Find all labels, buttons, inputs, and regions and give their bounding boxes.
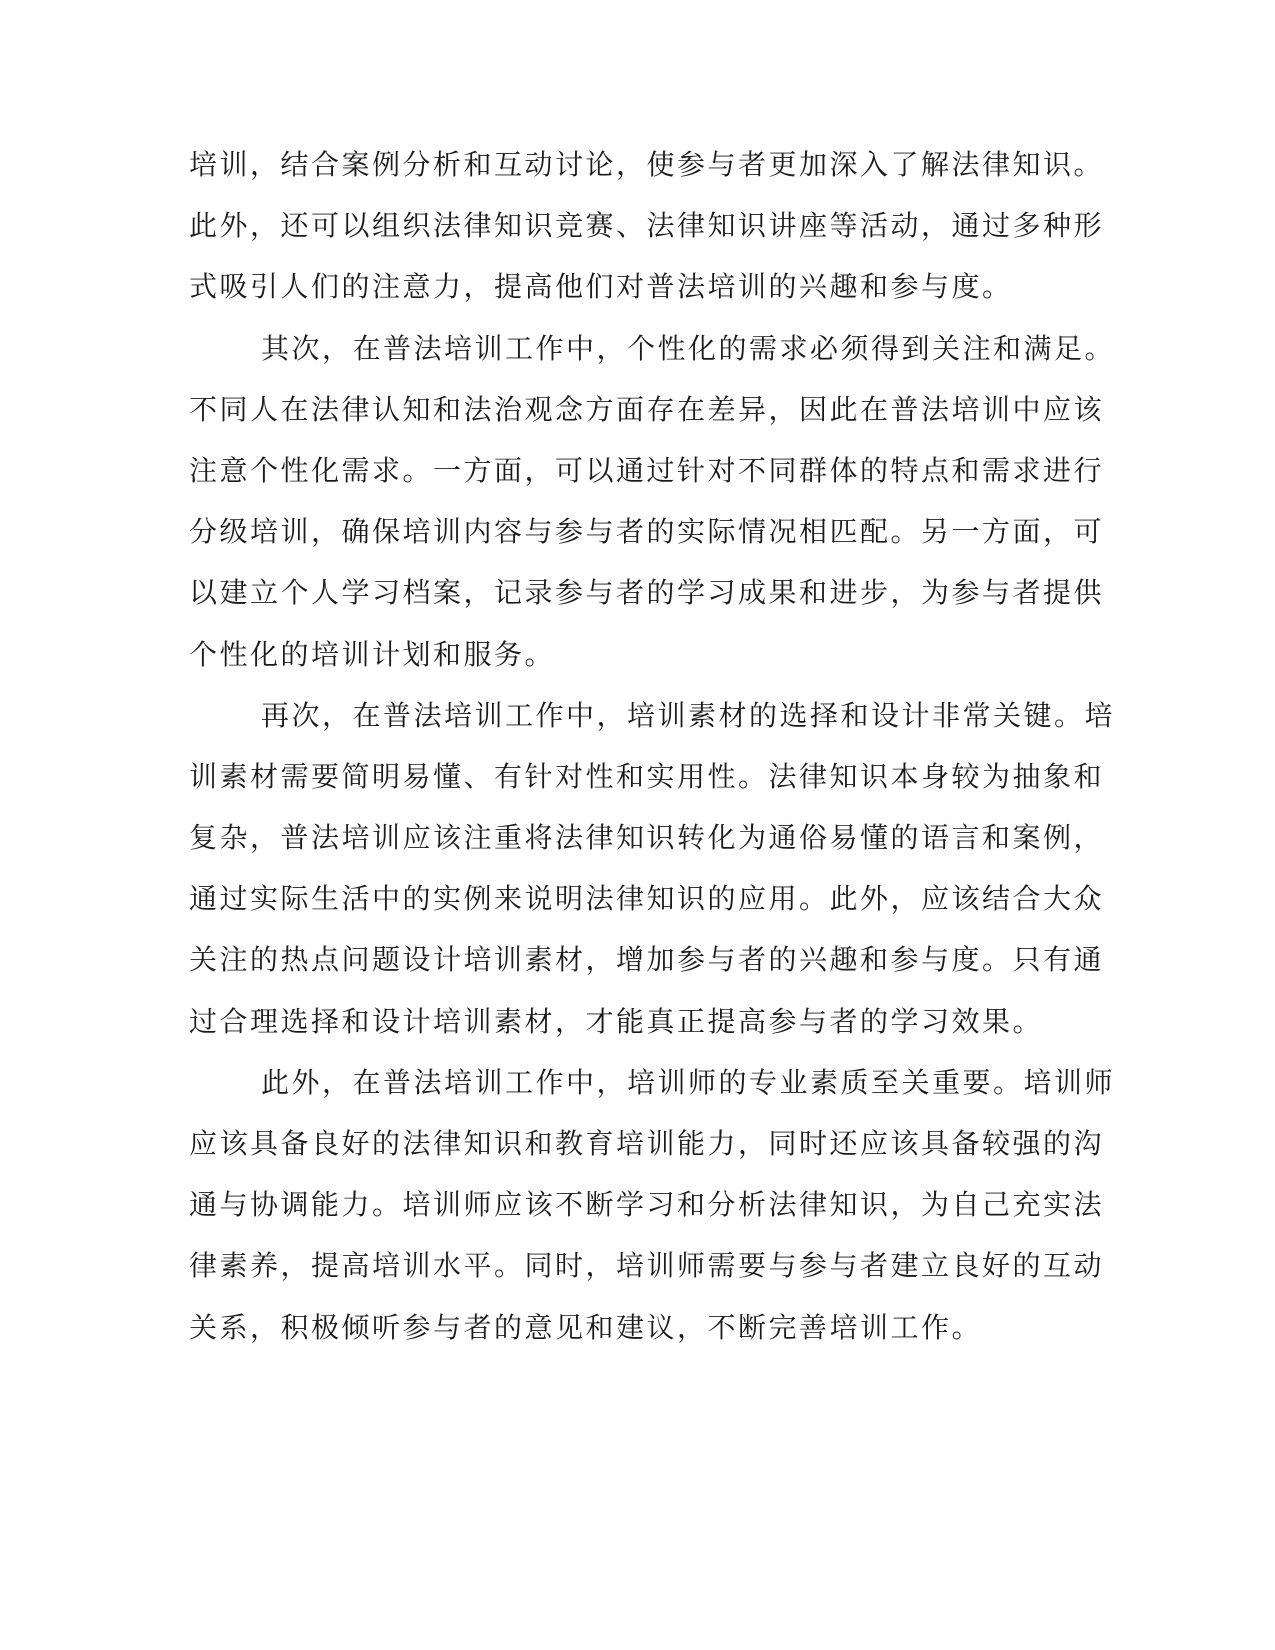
text-line: 此外，还可以组织法律知识竞赛、法律知识讲座等活动，通过多种形 xyxy=(189,209,1105,243)
paragraph-2 xyxy=(189,318,1116,685)
paragraph-4 xyxy=(189,1052,1116,1358)
text-line: 其次，在普法培训工作中，个性化的需求必须得到关注和满足。 xyxy=(261,331,1116,365)
text-line: 分级培训，确保培训内容与参与者的实际情况相匹配。另一方面，可 xyxy=(189,515,1105,549)
text-line: 过合理选择和设计培训素材，才能真正提高参与者的学习效果。 xyxy=(189,1004,1044,1038)
paragraph-3 xyxy=(189,685,1116,1052)
text-line: 注意个性化需求。一方面，可以通过针对不同群体的特点和需求进行 xyxy=(189,453,1105,487)
text-line: 不同人在法律认知和法治观念方面存在差异，因此在普法培训中应该 xyxy=(189,392,1105,426)
text-line: 通与协调能力。培训师应该不断学习和分析法律知识，为自己充实法 xyxy=(189,1188,1105,1222)
text-line: 此外，在普法培训工作中，培训师的专业素质至关重要。培训师 xyxy=(261,1065,1116,1099)
text-line: 再次，在普法培训工作中，培训素材的选择和设计非常关键。培 xyxy=(261,698,1116,732)
text-line: 律素养，提高培训水平。同时，培训师需要与参与者建立良好的互动 xyxy=(189,1249,1105,1283)
text-line: 复杂，普法培训应该注重将法律知识转化为通俗易懂的语言和案例， xyxy=(189,821,1105,855)
text-line: 关注的热点问题设计培训素材，增加参与者的兴趣和参与度。只有通 xyxy=(189,943,1105,977)
paragraph-1 xyxy=(189,134,1105,318)
text-line: 关系，积极倾听参与者的意见和建议，不断完善培训工作。 xyxy=(189,1310,983,1344)
text-line: 以建立个人学习档案，记录参与者的学习成果和进步，为参与者提供 xyxy=(189,576,1105,610)
text-line: 式吸引人们的注意力，提高他们对普法培训的兴趣和参与度。 xyxy=(189,270,1013,304)
text-line: 通过实际生活中的实例来说明法律知识的应用。此外，应该结合大众 xyxy=(189,882,1105,916)
document-body xyxy=(189,134,1116,1358)
text-line: 培训，结合案例分析和互动讨论，使参与者更加深入了解法律知识。 xyxy=(189,148,1105,181)
text-line: 训素材需要简明易懂、有针对性和实用性。法律知识本身较为抽象和 xyxy=(189,759,1105,793)
text-line: 个性化的培训计划和服务。 xyxy=(189,637,556,671)
text-line: 应该具备良好的法律知识和教育培训能力，同时还应该具备较强的沟 xyxy=(189,1127,1105,1160)
